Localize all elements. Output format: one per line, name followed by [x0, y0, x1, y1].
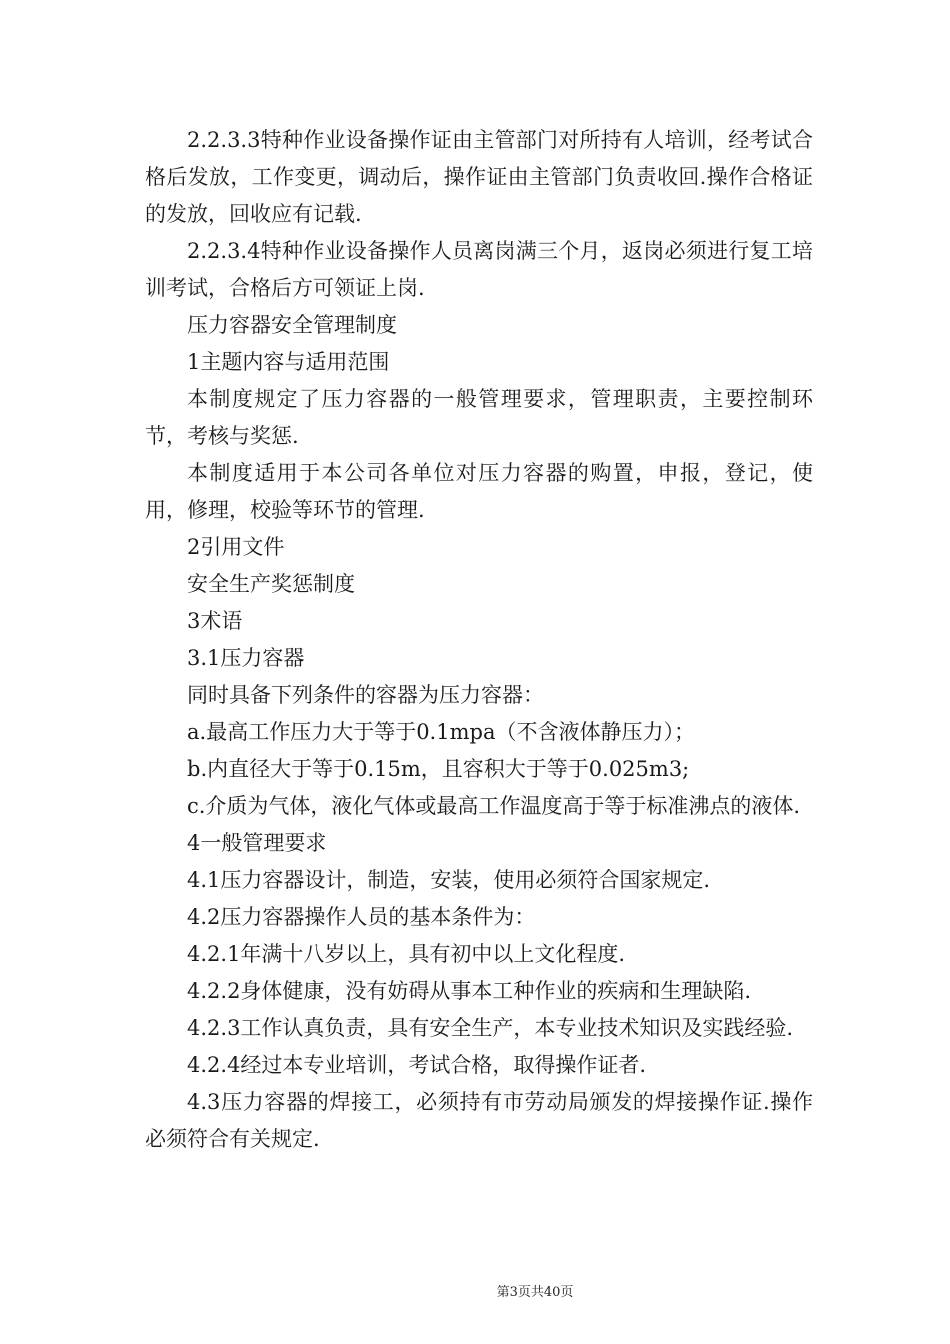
document-body [145, 122, 813, 1158]
paragraph-4-2-2: 4.2.2身体健康，没有妨碍从事本工种作业的疾病和生理缺陷. [187, 979, 752, 1003]
paragraph-4-2-3: 4.2.3工作认真负责，具有安全生产，本专业技术知识及实践经验. [187, 1016, 794, 1040]
heading-3: 3术语 [187, 609, 243, 633]
section-title: 压力容器安全管理制度 [187, 313, 397, 337]
paragraph: 同时具备下列条件的容器为压力容器： [187, 683, 544, 707]
heading-3-1: 3.1压力容器 [187, 646, 305, 670]
list-item-c: c.介质为气体，液化气体或最高工作温度高于等于标准沸点的液体. [187, 794, 801, 818]
paragraph-4-3: 4.3压力容器的焊接工，必须持有市劳动局颁发的焊接操作证.操作必须符合有关规定. [145, 1090, 813, 1151]
page-footer [0, 1281, 950, 1300]
paragraph-4-2-1: 4.2.1年满十八岁以上，具有初中以上文化程度. [187, 942, 626, 966]
page-number: 第3页共40页 [496, 1285, 574, 1300]
paragraph-2-2-3-4: 2.2.3.4特种作业设备操作人员离岗满三个月，返岗必须进行复工培训考试，合格后方可领证上岗. [145, 239, 813, 300]
paragraph-4-2-4: 4.2.4经过本专业培训，考试合格，取得操作证者. [187, 1053, 647, 1077]
list-item-b: b.内直径大于等于0.15m，且容积大于等于0.025m3; [187, 757, 690, 781]
heading-1: 1主题内容与适用范围 [187, 350, 390, 374]
paragraph: 安全生产奖惩制度 [187, 572, 355, 596]
paragraph: 本制度适用于本公司各单位对压力容器的购置，申报，登记，使用，修理，校验等环节的管理. [145, 461, 813, 522]
list-item-a: a.最高工作压力大于等于0.1mpa（不含液体静压力）； [187, 720, 695, 744]
heading-4: 4一般管理要求 [187, 831, 327, 855]
paragraph-4-1: 4.1压力容器设计，制造，安装，使用必须符合国家规定. [187, 868, 711, 892]
heading-2: 2引用文件 [187, 535, 285, 559]
paragraph-2-2-3-3: 2.2.3.3特种作业设备操作证由主管部门对所持有人培训，经考试合格后发放，工作变更，调动后，操作证由主管部门负责收回.操作合格证的发放，回收应有记载. [145, 128, 813, 226]
paragraph-4-2: 4.2压力容器操作人员的基本条件为： [187, 905, 536, 929]
paragraph: 本制度规定了压力容器的一般管理要求，管理职责，主要控制环节，考核与奖惩. [145, 387, 813, 448]
